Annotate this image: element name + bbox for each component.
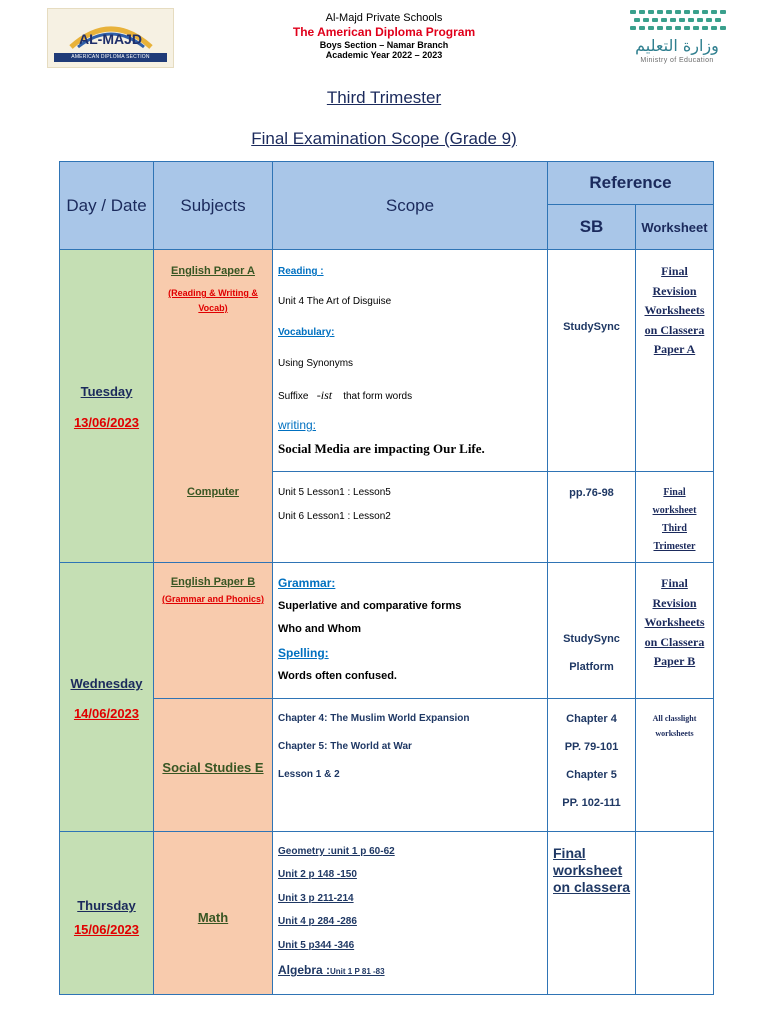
header-subjects-label: Subjects (180, 195, 246, 215)
scope-cell-english-b (272, 562, 548, 699)
logo-text: AL-MAJD (79, 31, 142, 47)
sb-reference: StudySync (563, 321, 620, 333)
scope-line: Using Synonyms (278, 358, 354, 369)
suffix-line (278, 388, 412, 403)
header-worksheet-label: Worksheet (641, 219, 708, 235)
subject-detail: Vocab) (198, 303, 228, 313)
header-sb-label: SB (579, 217, 604, 236)
worksheet-line: on Classera (644, 322, 705, 337)
worksheet-line: Revision (652, 595, 697, 610)
sb-reference: StudySync (563, 633, 620, 645)
algebra-detail: Unit 1 P 81 -83 (330, 967, 385, 976)
scope-line: Who and Whom (278, 623, 362, 635)
subject-cell-social-studies (153, 698, 273, 832)
sb-reference: Chapter 5 (566, 769, 617, 781)
worksheet-cell-english-a (635, 249, 714, 472)
day-date: 14/06/2023 (73, 706, 140, 721)
algebra-label: Algebra : (278, 963, 331, 977)
scope-line: Unit 4 The Art of Disguise (278, 296, 392, 307)
scope-cell-english-a (272, 249, 548, 472)
worksheet-note (636, 711, 713, 741)
scope-line: Unit 5 Lesson1 : Lesson5 (278, 487, 391, 498)
sb-cell-computer (547, 471, 636, 563)
worksheet-line: Final (661, 576, 688, 590)
sb-line: on classera (553, 879, 631, 895)
ministry-logo (622, 8, 732, 70)
suffix-rest: that form words (343, 391, 413, 402)
worksheet-cell-social-studies (635, 698, 714, 832)
worksheet-link[interactable] (636, 262, 713, 360)
scope-line: Unit 3 p 211-214 (278, 893, 354, 904)
worksheet-line: Trimester (653, 541, 696, 552)
header-day-date (59, 161, 154, 250)
scope-cell-social-studies (272, 698, 548, 832)
subject-cell-math (153, 831, 273, 995)
scope-line: Words often confused. (278, 670, 397, 682)
subject-name: Computer (187, 486, 239, 498)
subject-cell-english-a (153, 249, 273, 563)
sb-reference: PP. 102-111 (562, 797, 621, 809)
worksheet-link[interactable] (636, 574, 713, 672)
header-scope-label: Scope (385, 195, 435, 215)
sb-cell-social-studies (547, 698, 636, 832)
suffix-ist: -ist (316, 388, 333, 402)
worksheet-cell-english-b (635, 562, 714, 699)
day-name: Thursday (77, 898, 136, 913)
header-sb (547, 204, 636, 250)
worksheet-line: worksheet (652, 505, 697, 516)
writing-label: writing: (278, 418, 317, 432)
worksheet-line: Worksheets (644, 615, 705, 629)
day-date: 15/06/2023 (73, 922, 140, 937)
worksheet-line: on Classera (644, 634, 705, 649)
scope-line: Unit 4 p 284 -286 (278, 916, 357, 927)
reading-label: Reading : (278, 266, 324, 277)
subject-name: English Paper A (171, 265, 255, 277)
subject-cell-english-b (153, 562, 273, 699)
sb-reference: PP. 79-101 (564, 741, 619, 753)
program-name: The American Diploma Program (292, 25, 476, 39)
header-subjects (153, 161, 273, 250)
school-header (250, 12, 518, 60)
worksheet-line: Paper B (653, 654, 696, 668)
page-title: Third Trimester (326, 88, 442, 107)
school-name: Al-Majd Private Schools (325, 12, 443, 24)
sb-cell-math (547, 831, 636, 995)
scope-line: Unit 5 p344 -346 (278, 940, 355, 951)
day-date: 13/06/2023 (73, 415, 140, 430)
worksheet-cell-computer (635, 471, 714, 563)
worksheet-line: Paper A (653, 342, 696, 356)
sb-line: Final (553, 845, 586, 861)
grammar-label: Grammar: (278, 576, 336, 590)
worksheet-line: Final (663, 487, 686, 498)
subject-detail: (Grammar and Phonics) (161, 594, 265, 604)
sb-reference: Chapter 4 (566, 713, 617, 725)
day-cell-wednesday (59, 562, 154, 832)
academic-year: Academic Year 2022 – 2023 (325, 50, 443, 60)
vocabulary-label: Vocabulary: (278, 327, 335, 338)
worksheet-line: Third (661, 523, 687, 534)
scope-cell-computer (272, 471, 548, 563)
subject-name: English Paper B (170, 576, 256, 588)
header-reference (547, 161, 714, 205)
scope-line: Unit 6 Lesson1 : Lesson2 (278, 511, 391, 522)
sb-line: worksheet (553, 862, 623, 878)
worksheet-line: Final (661, 264, 688, 278)
spelling-label: Spelling: (278, 646, 329, 660)
sb-reference: pp.76-98 (569, 487, 614, 499)
ministry-dots-icon (628, 8, 728, 34)
math-sb-link[interactable] (553, 845, 630, 896)
worksheet-line: Revision (652, 283, 697, 298)
header-scope (272, 161, 548, 250)
day-cell-thursday (59, 831, 154, 995)
suffix-text: Suffixe (278, 391, 309, 402)
section-name: Boys Section – Namar Branch (319, 40, 449, 50)
scope-line: Geometry :unit 1 p 60-62 (278, 846, 395, 857)
scope-line: Chapter 4: The Muslim World Expansion (278, 713, 470, 724)
sb-cell-english-a (547, 249, 636, 472)
logo-band: AMERICAN DIPLOMA SECTION (54, 53, 167, 62)
day-name: Tuesday (80, 384, 133, 399)
worksheet-line: Worksheets (644, 303, 705, 317)
header-day-date-label: Day / Date (66, 195, 147, 215)
sb-reference: Platform (569, 661, 614, 673)
header-worksheet (635, 204, 714, 250)
ministry-english: Ministry of Education (640, 57, 714, 64)
worksheet-cell-math (635, 831, 714, 995)
sb-cell-english-b (547, 562, 636, 699)
scope-line: Lesson 1 & 2 (278, 769, 340, 780)
worksheet-line: worksheets (655, 729, 694, 738)
ministry-arabic: وزارة التعليم (635, 36, 719, 55)
header-reference-label: Reference (589, 173, 672, 192)
page-subtitle: Final Examination Scope (Grade 9) (251, 129, 517, 148)
day-name: Wednesday (70, 676, 143, 691)
scope-line: Superlative and comparative forms (278, 600, 462, 612)
scope-line: Chapter 5: The World at War (278, 741, 412, 752)
scope-cell-math (272, 831, 548, 995)
worksheet-link[interactable] (636, 484, 713, 556)
subject-name: Social Studies E (162, 760, 264, 775)
writing-topic: Social Media are impacting Our Life. (278, 441, 485, 456)
subject-name: Math (197, 910, 229, 925)
worksheet-line: All classlight (652, 714, 697, 723)
subject-detail: (Reading & Writing & (168, 288, 258, 298)
scope-line: Unit 2 p 148 -150 (278, 869, 357, 880)
algebra-line (278, 963, 385, 977)
school-logo (47, 8, 174, 68)
day-cell-tuesday (59, 249, 154, 563)
